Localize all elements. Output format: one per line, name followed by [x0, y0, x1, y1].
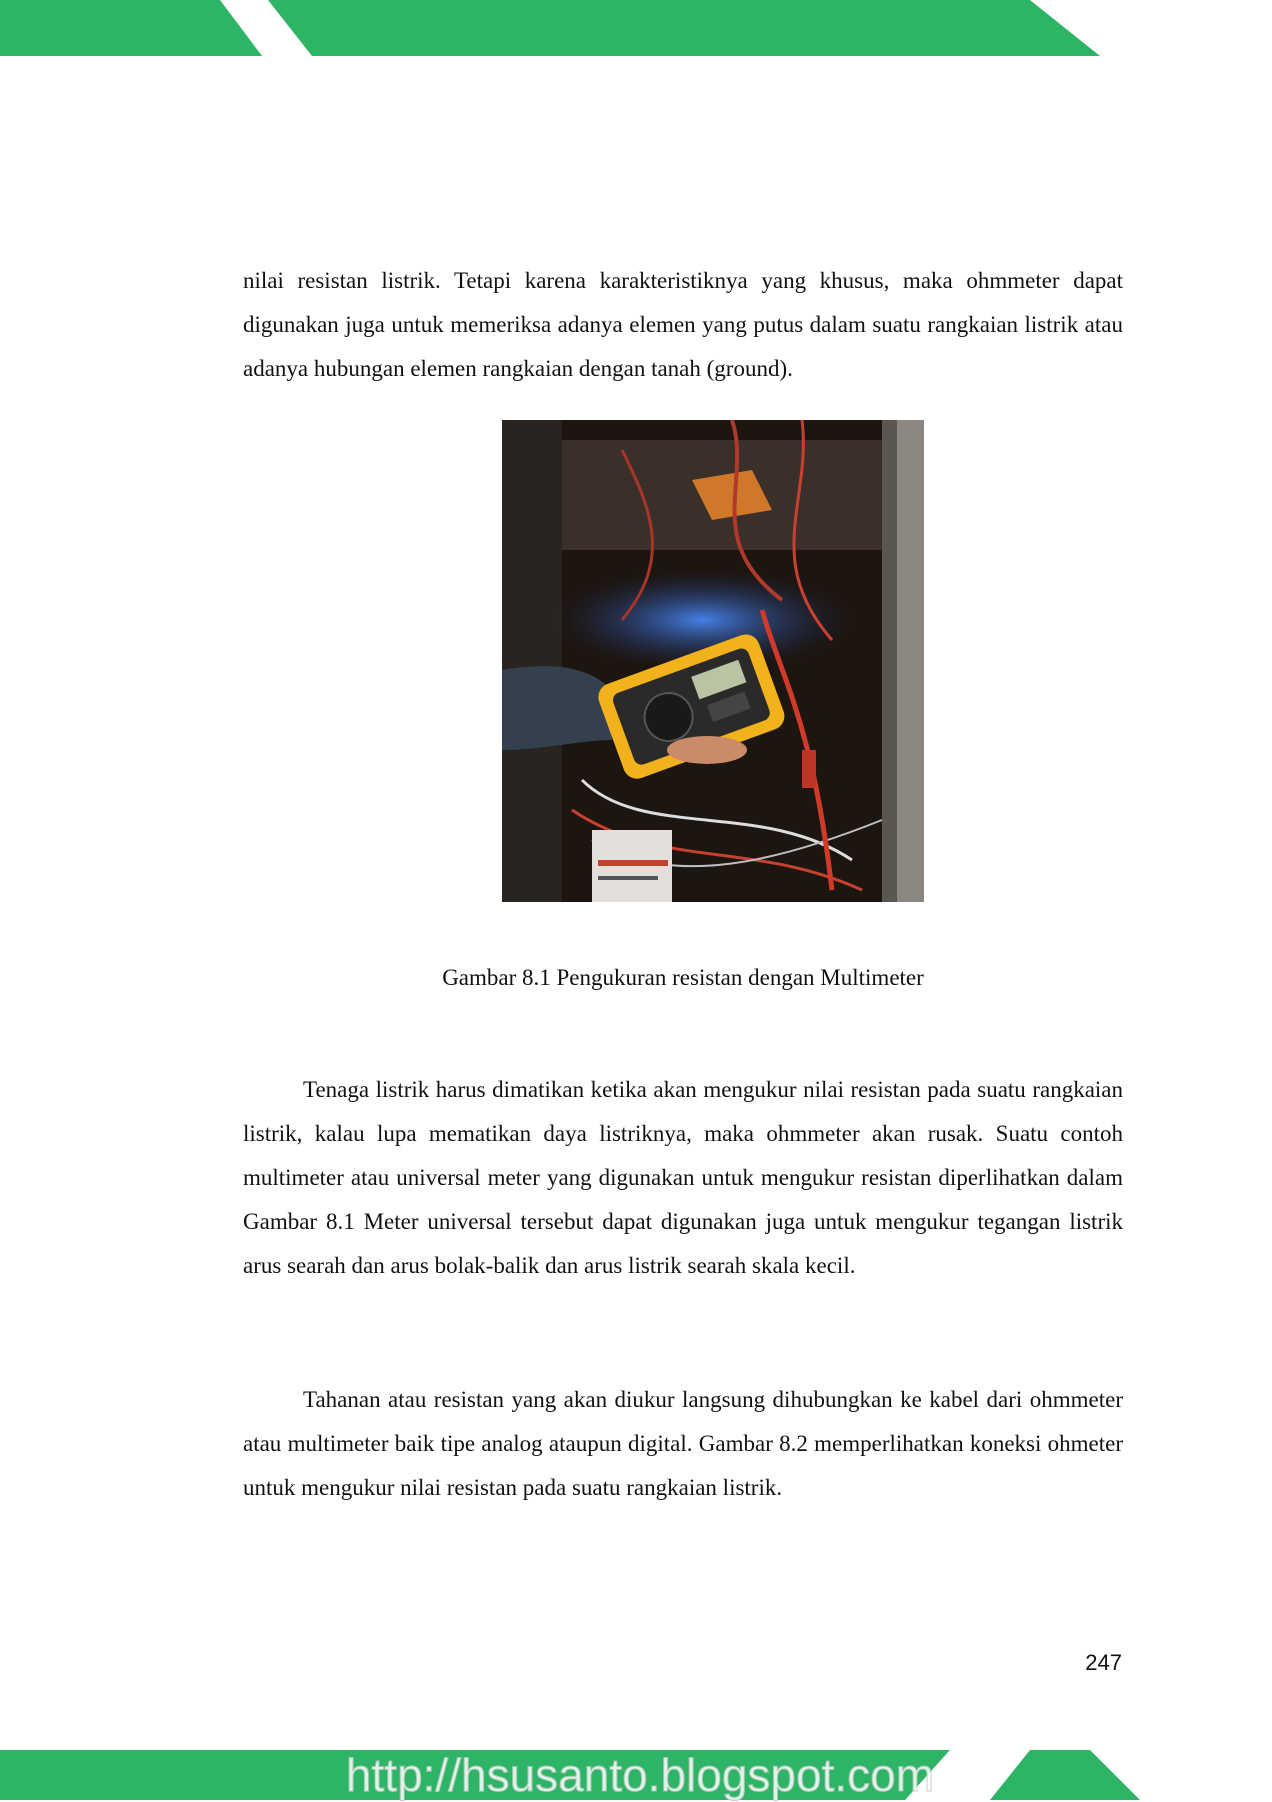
paragraph-2: Tenaga listrik harus dimatikan ketika akan mengukur nilai resistan pada suatu rangkaian listrik, kalau lupa mematikan daya listriknya, maka ohmmeter akan rusak. Suatu contoh multimeter atau universal meter yang digunakan untuk mengukur resistan diperlihatkan dalam Gambar 8.1 Meter universal tersebut dapat digunakan juga untuk mengukur tegangan listrik arus searah dan arus bolak-balik dan arus listrik searah skala kecil. [243, 1077, 1123, 1278]
multimeter-photo [502, 420, 924, 902]
paragraph-1: nilai resistan listrik. Tetapi karena karakteristiknya yang khusus, maka ohmmeter dapat digunakan juga untuk memeriksa adanya elemen yang putus dalam suatu rangkaian listrik atau adanya hubungan elemen rangkaian dengan tanah (ground). [243, 268, 1123, 381]
figure-caption: Gambar 8.1 Pengukuran resistan dengan Multimeter [442, 965, 924, 990]
watermark-url: http://hsusanto.blogspot.com [345, 1749, 935, 1801]
paragraph-3: Tahanan atau resistan yang akan diukur langsung dihubungkan ke kabel dari ohmmeter atau multimeter baik tipe analog ataupun digital. Gambar 8.2 memperlihatkan koneksi ohmeter untuk mengukur nilai resistan pada suatu rangkaian listrik. [243, 1387, 1123, 1500]
header-green-band [0, 0, 1272, 56]
page-number: 247 [1085, 1650, 1122, 1675]
